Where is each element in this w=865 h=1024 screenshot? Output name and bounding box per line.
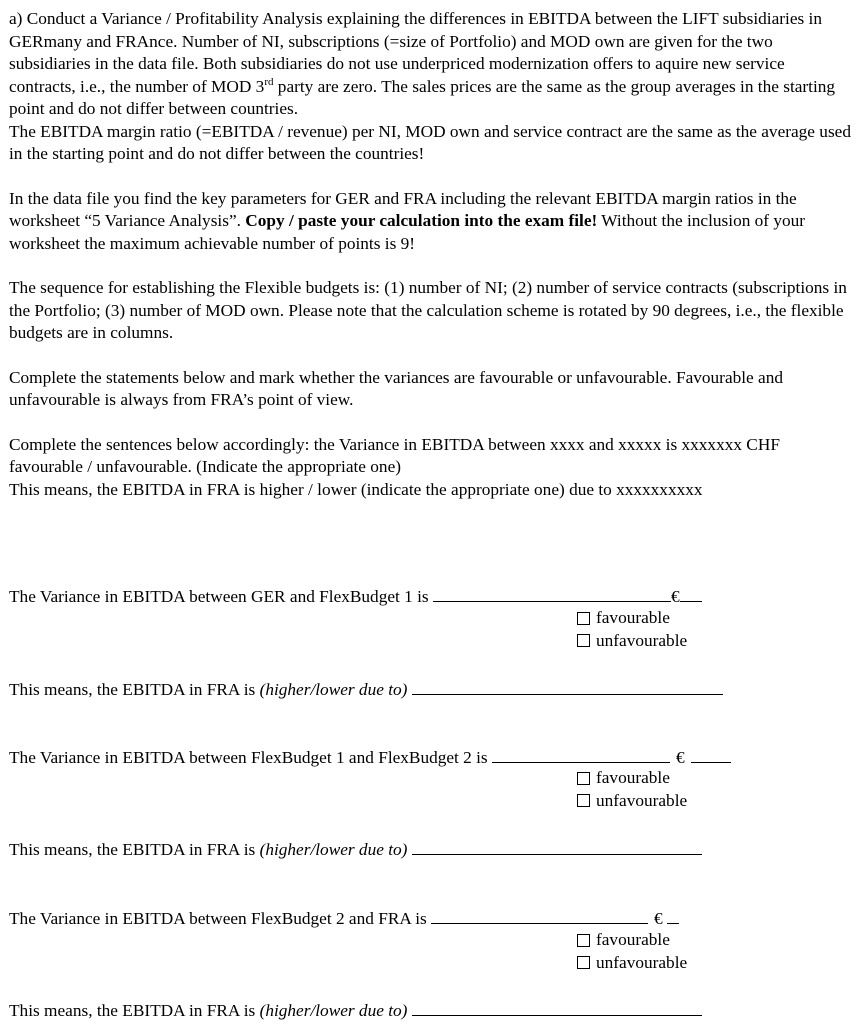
- question-1: [9, 584, 702, 609]
- checkbox-unfavourable-3[interactable]: [577, 952, 687, 975]
- checkbox-unfavourable-1[interactable]: [577, 630, 687, 653]
- meaning-input-3[interactable]: [412, 998, 702, 1016]
- option-label: favourable: [596, 608, 670, 627]
- currency-blank-3[interactable]: [667, 906, 679, 924]
- checkbox-favourable-1[interactable]: [577, 607, 687, 630]
- option-label: unfavourable: [596, 790, 688, 810]
- intro-text: party are zero. The sales prices are the same as the group averages in the starting point and do not differ between countries.: [9, 76, 836, 118]
- checkbox-icon[interactable]: [577, 794, 590, 807]
- options-1: [577, 607, 687, 652]
- instructions: [9, 8, 855, 501]
- meaning-3: [9, 998, 702, 1023]
- meaning-italic: (higher/lower due to): [259, 680, 408, 699]
- option-label: favourable: [596, 768, 670, 787]
- bold-instruction: Copy / paste your calculation into the exam file!: [245, 211, 598, 230]
- meaning-prefix: This means, the EBITDA in FRA is: [9, 680, 260, 699]
- intro-text: a) Conduct a Variance / Profitability Analysis explaining the differences in EBITDA between the LIFT subsidiaries in GERmany and FRAnce. Number of NI, subscriptions (=size of Portfolio) and MOD own are given for the two subsidiaries in the data file. Both subsidiaries do not use underpriced modernization offers to aquire new service contracts, i.e., the number of MOD 3: [9, 9, 822, 96]
- intro-paragraph-1: [9, 8, 855, 121]
- checkbox-favourable-2[interactable]: [577, 767, 687, 790]
- meaning-2: [9, 837, 702, 862]
- superscript-rd: rd: [264, 75, 274, 88]
- option-label: unfavourable: [596, 630, 688, 650]
- variance-input-2[interactable]: [492, 745, 670, 763]
- question-label: The Variance in EBITDA between GER and FlexBudget 1 is: [9, 587, 429, 606]
- meaning-prefix: This means, the EBITDA in FRA is: [9, 1001, 260, 1020]
- question-label: The Variance in EBITDA between FlexBudget 2 and FRA is: [9, 909, 427, 928]
- checkbox-icon[interactable]: [577, 956, 590, 969]
- meaning-prefix: This means, the EBITDA in FRA is: [9, 840, 260, 859]
- question-label: The Variance in EBITDA between FlexBudget 1 and FlexBudget 2 is: [9, 748, 488, 767]
- meaning-italic: (higher/lower due to): [259, 1001, 408, 1020]
- checkbox-favourable-3[interactable]: [577, 929, 687, 952]
- checkbox-icon[interactable]: [577, 772, 590, 785]
- checkbox-icon[interactable]: [577, 634, 590, 647]
- euro-sign: €: [654, 909, 663, 928]
- intro-paragraph-5b: This means, the EBITDA in FRA is higher / lower (indicate the appropriate one) due to xxxxxxxxxx: [9, 479, 703, 499]
- intro-text: In the data file you find the key parameters for GER and FRA including the relevant EBITDA margin ratios in the worksheet “5 Variance Analysis”.: [9, 188, 797, 230]
- intro-paragraph-2: [9, 188, 855, 256]
- checkbox-unfavourable-2[interactable]: [577, 790, 687, 813]
- variance-input-1[interactable]: [433, 584, 671, 602]
- options-3: [577, 929, 687, 974]
- currency-blank-1[interactable]: [680, 584, 702, 602]
- currency-blank-2[interactable]: [691, 745, 731, 763]
- checkbox-icon[interactable]: [577, 612, 590, 625]
- option-label: unfavourable: [596, 952, 688, 972]
- intro-text: Without the inclusion of your worksheet the maximum achievable number of points is 9!: [9, 211, 806, 253]
- intro-paragraph-4: Complete the statements below and mark whether the variances are favourable or unfavourable. Favourable and unfavourable is always from FRA’s point of view.: [9, 367, 783, 409]
- euro-sign: €: [676, 748, 685, 767]
- checkbox-icon[interactable]: [577, 934, 590, 947]
- meaning-1: [9, 677, 723, 702]
- intro-paragraph-3: The sequence for establishing the Flexible budgets is: (1) number of NI; (2) number of service contracts (subscriptions in the Portfolio; (3) number of MOD own. Please note that the calculation scheme is rotated by 90 degrees, i.e., the flexible budgets are in columns.: [9, 278, 847, 342]
- option-label: favourable: [596, 930, 670, 949]
- intro-paragraph-1b: The EBITDA margin ratio (=EBITDA / revenue) per NI, MOD own and service contract are the same as the average used in the starting point and do not differ between the countries!: [9, 121, 851, 163]
- meaning-input-2[interactable]: [412, 837, 702, 855]
- variance-input-3[interactable]: [431, 906, 648, 924]
- meaning-italic: (higher/lower due to): [259, 840, 408, 859]
- meaning-input-1[interactable]: [412, 677, 723, 695]
- question-3: [9, 906, 679, 931]
- options-2: [577, 767, 687, 812]
- intro-paragraph-5: Complete the sentences below accordingly: the Variance in EBITDA between xxxx and xxxxx is xxxxxxx CHF favourable / unfavourable. (Indicate the appropriate one): [9, 434, 780, 476]
- euro-sign: €: [670, 587, 680, 606]
- question-2: [9, 745, 731, 770]
